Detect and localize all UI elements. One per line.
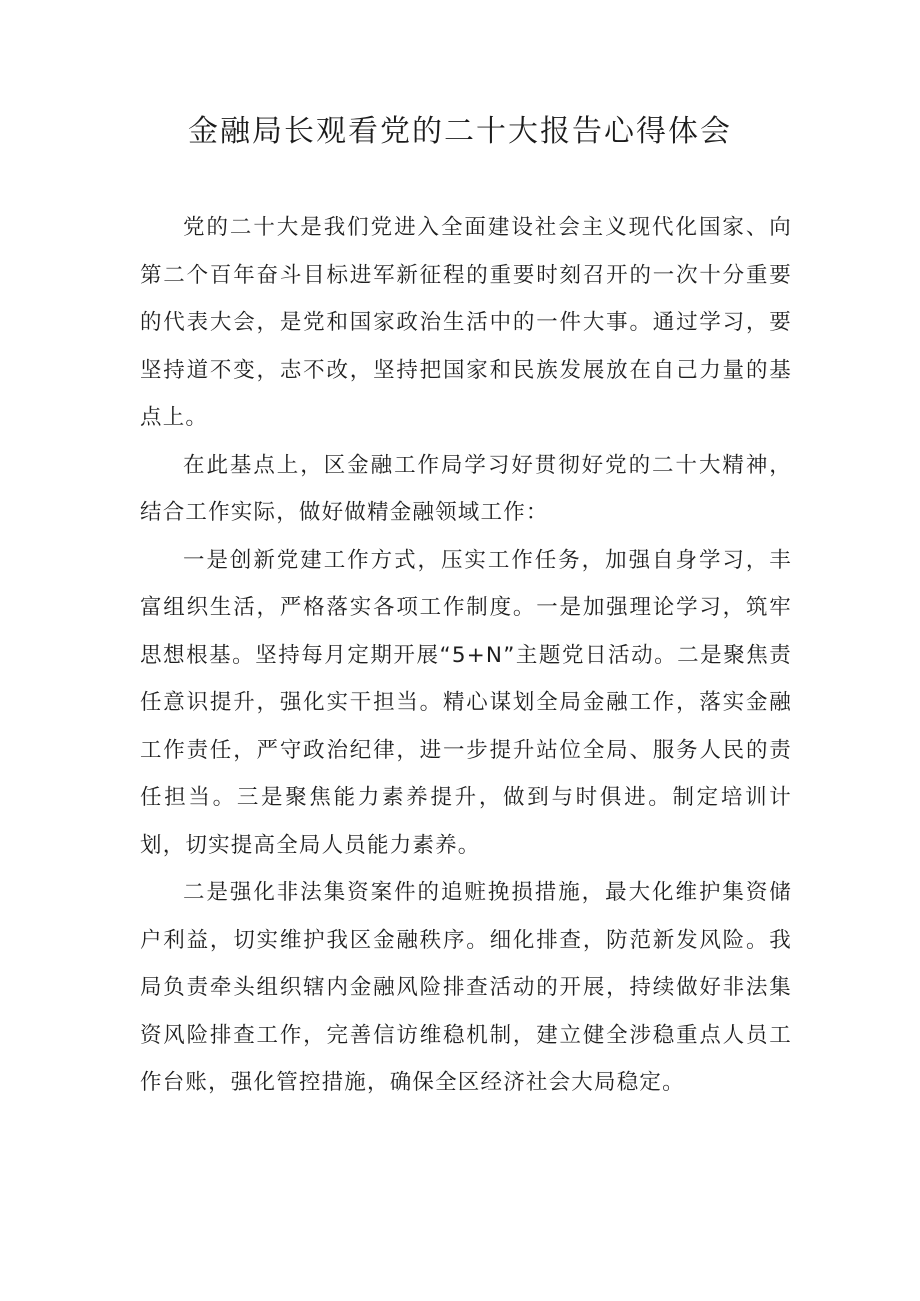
paragraph-basis: 在此基点上，区金融工作局学习好贯彻好党的二十大精神，结合工作实际，做好做精金融领域工作： xyxy=(140,452,792,525)
paragraph-intro: 党的二十大是我们党进入全面建设社会主义现代化国家、向第二个百年奋斗目标进军新征程的重要时刻召开的一次十分重要的代表大会，是党和国家政治生活中的一件大事。通过学习，要坚持道不变，志不改，坚持把国家和民族发展放在自己力量的基点上。 xyxy=(140,215,792,430)
paragraph-point-one: 一是创新党建工作方式，压实工作任务，加强自身学习，丰富组织生活，严格落实各项工作制度。一是加强理论学习，筑牢思想根基。坚持每月定期开展“5+N”主题党日活动。二是聚焦责任意识提升，强化实干担当。精心谋划全局金融工作，落实金融工作责任，严守政治纪律，进一步提升站位全局、服务人民的责任担当。三是聚焦能力素养提升，做到与时俱进。制定培训计划，切实提高全局人员能力素养。 xyxy=(140,547,792,858)
document-body xyxy=(140,204,792,1107)
paragraph-point-two: 二是强化非法集资案件的追赃挽损措施，最大化维护集资储户利益，切实维护我区金融秩序。细化排查，防范新发风险。我局负责牵头组织辖内金融风险排查活动的开展，持续做好非法集资风险排查工作，完善信访维稳机制，建立健全涉稳重点人员工作台账，强化管控措施，确保全区经济社会大局稳定。 xyxy=(140,880,792,1095)
document-title: 金融局长观看党的二十大报告心得体会 xyxy=(188,114,732,149)
